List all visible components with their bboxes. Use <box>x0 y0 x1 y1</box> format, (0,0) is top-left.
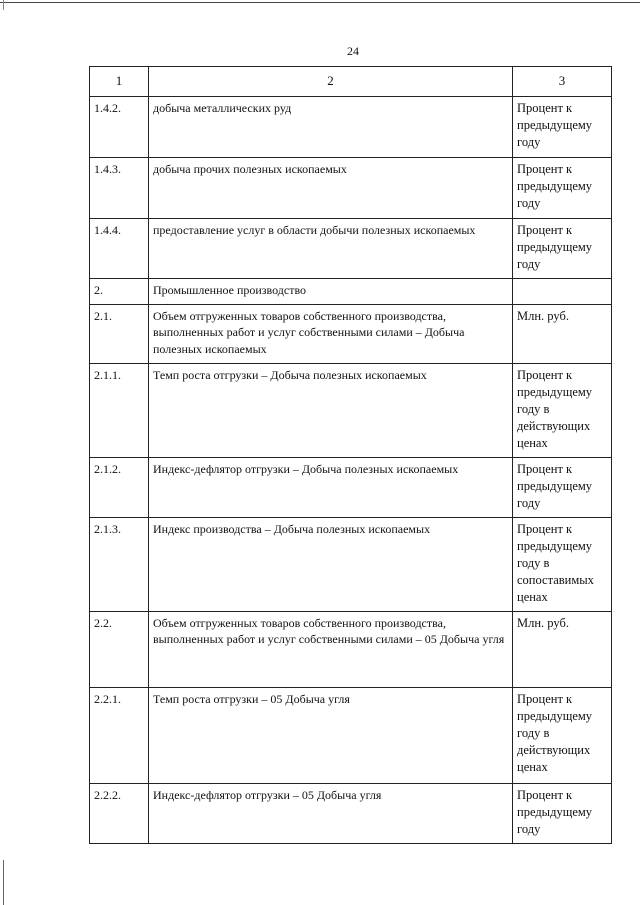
table-header <box>90 67 612 97</box>
row-unit: Млн. руб. <box>513 611 612 687</box>
row-indicator-name: Промышленное производство <box>149 278 513 304</box>
row-indicator-name: Объем отгруженных товаров собственного производства, выполненных работ и услуг собственными силами – Добыча полезных ископаемых <box>149 304 513 363</box>
table-row <box>90 157 612 218</box>
row-unit: Процент к предыдущему году <box>513 457 612 517</box>
scan-edge-mark <box>3 860 4 905</box>
row-indicator-name: добыча металлических руд <box>149 96 513 157</box>
table-row <box>90 363 612 457</box>
table-row <box>90 517 612 611</box>
row-code: 2.1.3. <box>90 517 149 611</box>
row-indicator-name: предоставление услуг в области добычи полезных ископаемых <box>149 218 513 278</box>
column-header-1: 1 <box>90 67 149 97</box>
row-indicator-name: Индекс-дефлятор отгрузки – Добыча полезных ископаемых <box>149 457 513 517</box>
row-unit: Процент к предыдущему году <box>513 783 612 843</box>
table-row <box>90 304 612 363</box>
row-code: 2.1.1. <box>90 363 149 457</box>
row-unit: Процент к предыдущему году <box>513 218 612 278</box>
row-indicator-name: Темп роста отгрузки – 05 Добыча угля <box>149 687 513 783</box>
row-unit: Процент к предыдущему году <box>513 157 612 218</box>
table-row <box>90 457 612 517</box>
row-indicator-name: добыча прочих полезных ископаемых <box>149 157 513 218</box>
row-indicator-name: Темп роста отгрузки – Добыча полезных ископаемых <box>149 363 513 457</box>
indicators-table <box>89 66 612 844</box>
row-indicator-name: Объем отгруженных товаров собственного производства, выполненных работ и услуг собственными силами – 05 Добыча угля <box>149 611 513 687</box>
scan-edge-mark <box>3 0 4 10</box>
table-row <box>90 96 612 157</box>
scan-edge-line <box>0 2 640 3</box>
table-header-row <box>90 67 612 97</box>
page-number: 24 <box>347 44 359 58</box>
row-code: 1.4.3. <box>90 157 149 218</box>
row-code: 2. <box>90 278 149 304</box>
row-unit <box>513 278 612 304</box>
table-row <box>90 218 612 278</box>
row-indicator-name: Индекс-дефлятор отгрузки – 05 Добыча угля <box>149 783 513 843</box>
row-unit: Процент к предыдущему году в действующих ценах <box>513 687 612 783</box>
table-row <box>90 783 612 843</box>
column-header-2: 2 <box>149 67 513 97</box>
row-indicator-name: Индекс производства – Добыча полезных ископаемых <box>149 517 513 611</box>
row-code: 2.2. <box>90 611 149 687</box>
row-unit: Процент к предыдущему году <box>513 96 612 157</box>
row-unit: Процент к предыдущему году в сопоставимых ценах <box>513 517 612 611</box>
row-unit: Процент к предыдущему году в действующих ценах <box>513 363 612 457</box>
table-row <box>90 611 612 687</box>
row-code: 2.1. <box>90 304 149 363</box>
row-unit: Млн. руб. <box>513 304 612 363</box>
column-header-3: 3 <box>513 67 612 97</box>
row-code: 1.4.2. <box>90 96 149 157</box>
row-code: 2.2.1. <box>90 687 149 783</box>
table-row <box>90 278 612 304</box>
row-code: 2.2.2. <box>90 783 149 843</box>
table-body <box>90 96 612 843</box>
row-code: 1.4.4. <box>90 218 149 278</box>
table-row <box>90 687 612 783</box>
row-code: 2.1.2. <box>90 457 149 517</box>
